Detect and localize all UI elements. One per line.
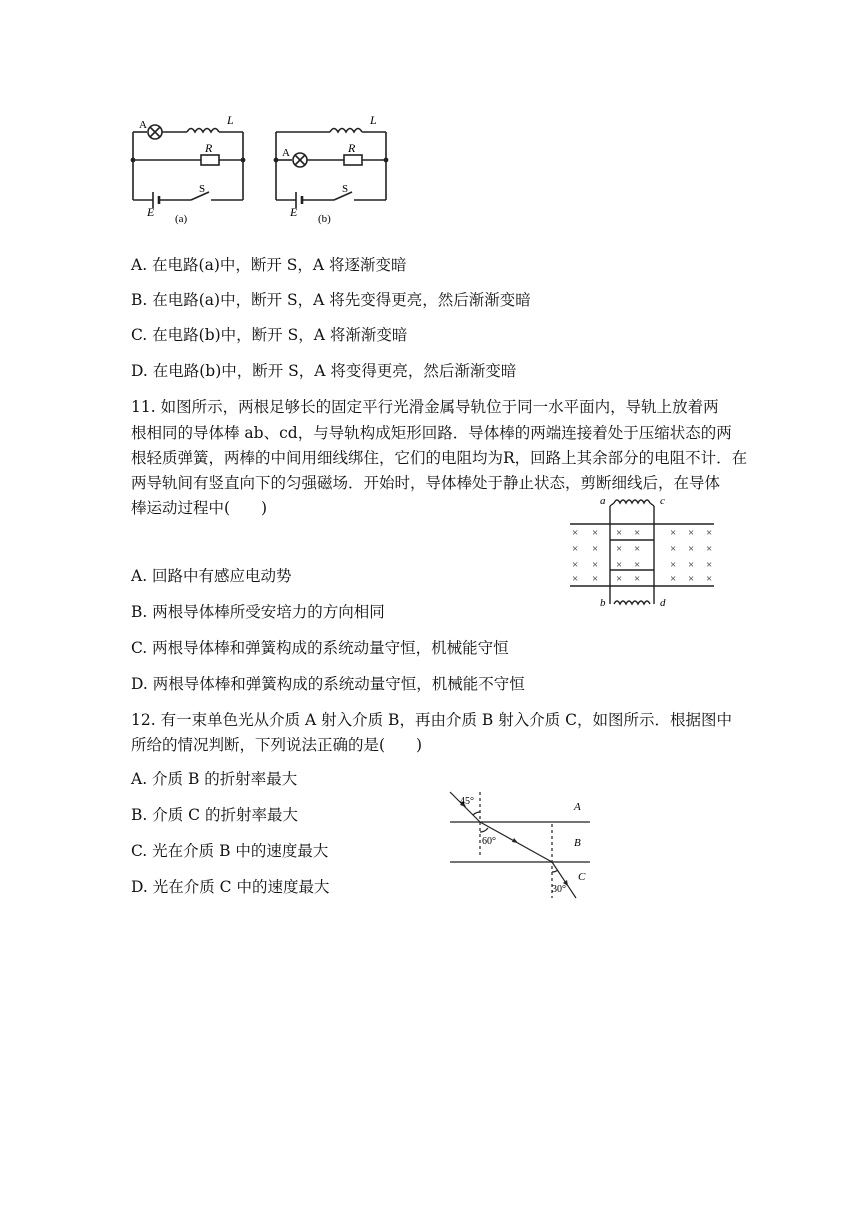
q12-stem-line-2: 所给的情况判断，下列说法正确的是( ) [131,736,423,754]
svg-text:×: × [634,543,641,555]
svg-text:×: × [634,559,641,571]
svg-text:×: × [572,543,579,555]
angle-label-60: 60° [482,836,496,847]
svg-text:×: × [670,559,677,571]
label-L: L [227,113,234,127]
svg-text:×: × [616,573,623,585]
figure-caption: (b) [318,213,331,225]
svg-text:×: × [572,527,579,539]
magnetic-field-crosses [572,527,712,585]
label-R: R [348,141,356,155]
q12-option-d[interactable]: D. 光在介质 C 中的速度最大 [131,878,330,896]
q11-stem-line-4: 两导轨间有竖直向下的匀强磁场．开始时，导体棒处于静止状态，剪断细线后，在导体 [131,474,721,492]
svg-text:×: × [706,543,713,555]
q11-option-c[interactable]: C. 两根导体棒和弹簧构成的系统动量守恒，机械能守恒 [131,639,509,657]
svg-text:×: × [592,573,599,585]
q12-stem-line-1: 12. 有一束单色光从介质 A 射入介质 B，再由介质 B 射入介质 C，如图所示．根据图中 [131,711,732,729]
svg-text:×: × [616,527,623,539]
svg-text:×: × [688,527,695,539]
svg-text:×: × [592,527,599,539]
q10-option-a[interactable]: A. 在电路(a)中，断开 S，A 将逐渐变暗 [131,256,407,274]
refraction-figure [444,788,594,902]
q12-option-a[interactable]: A. 介质 B 的折射率最大 [131,770,298,788]
q11-option-a[interactable]: A. 回路中有感应电动势 [131,567,292,585]
label-E: E [290,205,298,219]
angle-label-45: 45° [460,796,474,807]
label-b: b [600,597,606,609]
figure-caption: (a) [175,213,188,225]
label-d: d [660,597,666,609]
svg-text:×: × [706,573,713,585]
label-S: S [199,183,206,195]
label-a: a [600,495,606,507]
svg-text:×: × [688,573,695,585]
svg-text:×: × [572,573,579,585]
label-S: S [342,183,349,195]
label-A: A [282,147,290,159]
q11-option-b[interactable]: B. 两根导体棒所受安培力的方向相同 [131,603,385,621]
medium-label-B: B [574,837,581,849]
q11-stem-line-1: 11. 如图所示，两根足够长的固定平行光滑金属导轨位于同一水平面内，导轨上放着两 [131,398,719,416]
svg-text:×: × [706,527,713,539]
svg-text:×: × [688,543,695,555]
label-L: L [370,113,377,127]
svg-text:×: × [634,573,641,585]
angle-label-30: 30° [552,884,566,895]
q10-option-b[interactable]: B. 在电路(a)中，断开 S，A 将先变得更亮，然后渐渐变暗 [131,291,531,309]
q10-option-c[interactable]: C. 在电路(b)中，断开 S，A 将渐渐变暗 [131,326,408,344]
q11-stem-line-5: 棒运动过程中( ) [131,499,268,517]
q10-option-d[interactable]: D. 在电路(b)中，断开 S，A 将变得更亮，然后渐渐变暗 [131,362,517,380]
svg-text:×: × [634,527,641,539]
svg-text:×: × [670,527,677,539]
svg-text:×: × [616,559,623,571]
label-R: R [205,141,213,155]
q11-stem-line-2: 根相同的导体棒 ab、cd，与导轨构成矩形回路．导体棒的两端连接着处于压缩状态的两 [131,424,732,442]
label-A: A [139,119,147,131]
medium-label-A: A [574,801,581,813]
q12-option-b[interactable]: B. 介质 C 的折射率最大 [131,806,298,824]
q11-option-d[interactable]: D. 两根导体棒和弹簧构成的系统动量守恒，机械能不守恒 [131,675,525,693]
q12-option-c[interactable]: C. 光在介质 B 中的速度最大 [131,842,329,860]
rails-magnetic-field-figure [566,492,716,620]
svg-text:×: × [670,543,677,555]
svg-text:×: × [592,559,599,571]
label-E: E [147,205,155,219]
q11-stem-line-3: 根轻质弹簧，两棒的中间用细线绑住，它们的电阻均为R，回路上其余部分的电阻不计．在 [131,449,748,467]
svg-text:×: × [572,559,579,571]
svg-text:×: × [688,559,695,571]
svg-text:×: × [616,543,623,555]
label-c: c [660,495,665,507]
circuit-figure-a [125,112,265,230]
svg-text:×: × [670,573,677,585]
svg-text:×: × [706,559,713,571]
medium-label-C: C [578,871,586,883]
svg-text:×: × [592,543,599,555]
circuit-figure-b [268,112,408,230]
